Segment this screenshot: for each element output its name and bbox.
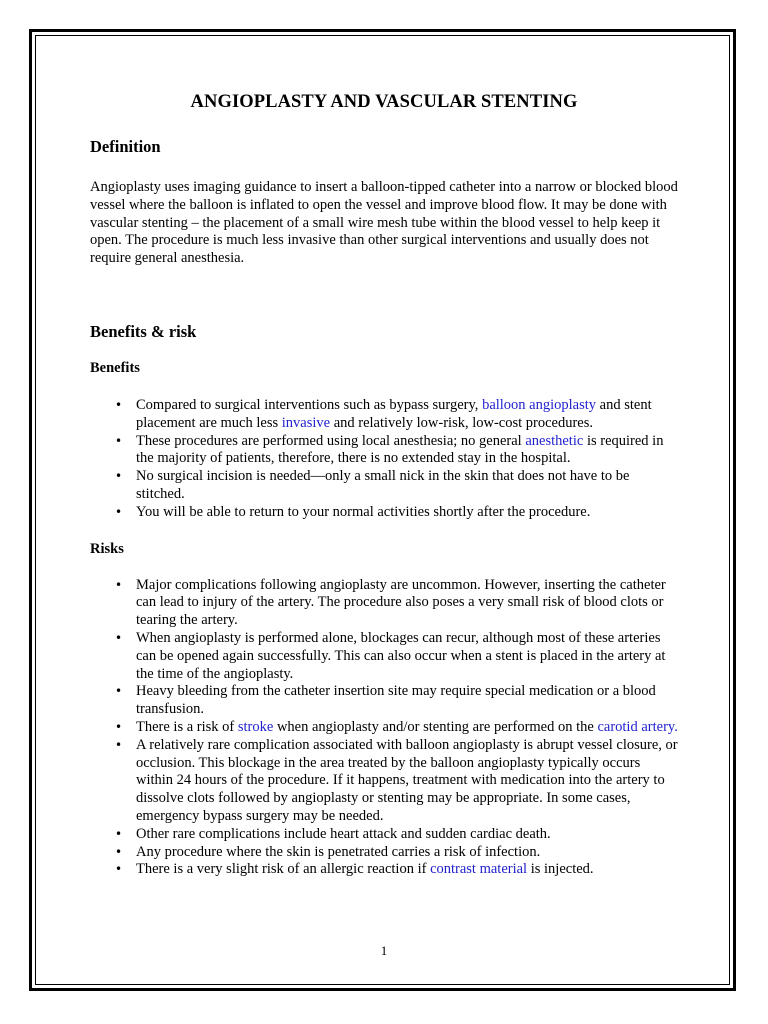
page-number: 1 [380, 943, 388, 958]
benefit-item: • No surgical incision is needed—only a small nick in the skin that does not have to be stitched. [136, 468, 678, 504]
risks-subheading: Risks [90, 540, 124, 557]
risk-item: • A relatively rare complication associated with balloon angioplasty is abrupt vessel closure, or occlusion. This blockage in the area treated by the balloon angioplasty typically occurs within 24 hours of the procedure. If it happens, treatment with medication into the artery to dissolve clots followed by angioplasty or stenting may be appropriate. In some cases, emergency bypass surgery may be needed. [136, 737, 678, 826]
stroke-link[interactable]: stroke [237, 718, 274, 735]
risk-item: • Other rare complications include heart attack and sudden cardiac death. [136, 826, 678, 844]
benefits-subheading: Benefits [90, 359, 140, 376]
benefits-risk-heading: Benefits & risk [90, 321, 197, 341]
benefit-item: • These procedures are performed using local anesthesia; no general anesthetic is required in the majority of patients, therefore, there is no extended stay in the hospital. [136, 433, 678, 469]
definition-heading: Definition [90, 137, 161, 156]
risk-item: • When angioplasty is performed alone, blockages can recur, although most of these arteries can be opened again successfully. This can also occur when a stent is placed in the artery at the time of the angioplasty. [136, 630, 678, 683]
document-content [90, 92, 678, 879]
risks-list [90, 577, 678, 880]
benefit-item: • Compared to surgical interventions such as bypass surgery, balloon angioplasty and stent placement are much less invasive and relatively low-risk, low-cost procedures. [136, 397, 678, 433]
anesthetic-link[interactable]: anesthetic [525, 432, 584, 449]
benefit-item: • You will be able to return to your normal activities shortly after the procedure. [136, 504, 678, 522]
carotid-artery-link[interactable]: carotid artery. [597, 718, 678, 735]
risk-item: • There is a very slight risk of an allergic reaction if contrast material is injected. [136, 861, 678, 879]
contrast-material-link[interactable]: contrast material [430, 861, 528, 878]
definition-paragraph: Angioplasty uses imaging guidance to insert a balloon-tipped catheter into a narrow or blocked blood vessel where the balloon is inflated to open the vessel and improve blood flow. It may be done with vascular stenting – the placement of a small wire mesh tube within the blood vessel to help keep it open. The procedure is much less invasive than other surgical interventions and usually does not require general anesthesia. [90, 179, 678, 267]
risk-item: • Major complications following angioplasty are uncommon. However, inserting the catheter can lead to injury of the artery. The procedure also poses a very small risk of blood clots or tearing the artery. [136, 577, 678, 630]
risk-item: • There is a risk of stroke when angioplasty and/or stenting are performed on the carotid artery. [136, 719, 678, 737]
benefits-list [90, 397, 678, 522]
balloon-angioplasty-link[interactable]: balloon angioplasty [482, 396, 597, 413]
document-title: ANGIOPLASTY AND VASCULAR STENTING [190, 92, 578, 112]
risk-item: • Any procedure where the skin is penetrated carries a risk of infection. [136, 844, 678, 862]
risk-item: • Heavy bleeding from the catheter insertion site may require special medication or a blood transfusion. [136, 683, 678, 719]
invasive-link[interactable]: invasive [281, 414, 331, 431]
